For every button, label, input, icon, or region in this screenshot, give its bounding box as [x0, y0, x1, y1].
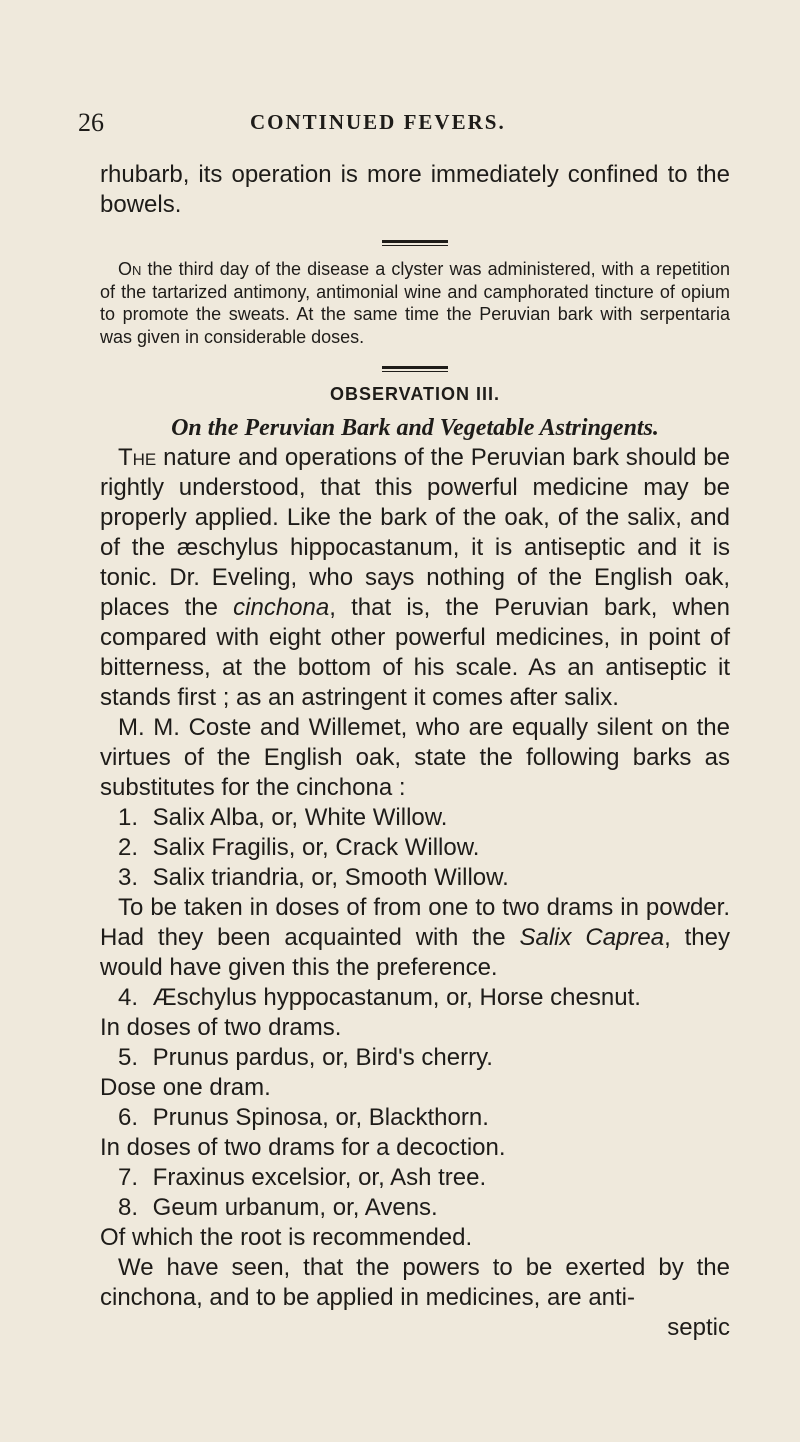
list-item: 3. Salix triandria, or, Smooth Willow.	[118, 864, 509, 891]
paragraph-third-day	[100, 258, 730, 348]
section-divider	[382, 240, 448, 246]
paragraph-last: We have seen, that the powers to be exerted by the cinchona, and to be applied in medicines, are anti-	[100, 1254, 730, 1311]
paragraph-lead-word: The	[118, 444, 157, 471]
bark-list	[100, 1163, 730, 1223]
list-note: In doses of two drams.	[100, 1014, 342, 1041]
list-item: 8. Geum urbanum, or, Avens.	[118, 1194, 438, 1221]
list-item: 6. Prunus Spinosa, or, Blackthorn.	[118, 1104, 489, 1131]
observation-subtitle: On the Peruvian Bark and Vegetable Astringents.	[171, 415, 659, 441]
observation-title: OBSERVATION III.	[329, 384, 501, 404]
page-number: 26	[78, 108, 104, 137]
list-note: Of which the root is recommended.	[100, 1224, 473, 1251]
bark-list	[100, 1043, 730, 1073]
paragraph-text: the third day of the disease a clyster was administered, with a repetition of the tartarized antimony, antimonial wine and camphorated tincture of opium to promote the sweats. At the same time the Peruvian bark with serpentaria was given in considerable doses.	[100, 259, 730, 347]
catchword: septic	[667, 1314, 730, 1341]
bark-list	[100, 803, 730, 893]
page-header	[78, 108, 740, 142]
paragraph-text: , they would have given this the preference.	[100, 924, 730, 981]
bark-list	[100, 983, 730, 1013]
paragraph-rhubarb: rhubarb, its operation is more immediately confined to the bowels.	[100, 161, 730, 218]
italic-term: cinchona	[233, 594, 330, 621]
list-item: 2. Salix Fragilis, or, Crack Willow.	[118, 834, 480, 861]
paragraph-coste: M. M. Coste and Willemet, who are equally silent on the virtues of the English oak, state the following barks as substitutes for the cinchona :	[100, 714, 730, 801]
list-item: 1. Salix Alba, or, White Willow.	[118, 804, 448, 831]
paragraph-text: To be taken in doses of from one to two drams in powder. Had they been acquainted with the	[100, 894, 730, 951]
running-head: CONTINUED FEVERS.	[250, 110, 506, 134]
list-item: 7. Fraxinus excelsior, or, Ash tree.	[118, 1164, 487, 1191]
list-note: In doses of two drams for a decoction.	[100, 1134, 506, 1161]
paragraph-dose	[100, 893, 730, 983]
section-divider	[382, 366, 448, 372]
paragraph-text: , that is, the Peruvian bark, when compared with eight other powerful medicines, in point of bitterness, at the bottom of his scale. As an antiseptic it stands first ; as an astringent it comes after salix.	[100, 594, 730, 711]
italic-term: Salix Caprea	[519, 924, 665, 951]
list-item: 4. Æschylus hyppocastanum, or, Horse chesnut.	[118, 984, 641, 1011]
page-body	[100, 160, 730, 1343]
paragraph-text: nature and operations of the Peruvian bark should be rightly understood, that this powerful medicine may be properly applied. Like the bark of the oak, of the salix, and of the æschylus hippocastanum, it is antiseptic and it is tonic. Dr. Eveling, who says nothing of the English oak, places the	[100, 444, 730, 621]
paragraph-nature	[100, 443, 730, 713]
paragraph-lead-word: On	[118, 259, 142, 279]
bark-list	[100, 1103, 730, 1133]
list-note: Dose one dram.	[100, 1074, 271, 1101]
list-item: 5. Prunus pardus, or, Bird's cherry.	[118, 1044, 493, 1071]
